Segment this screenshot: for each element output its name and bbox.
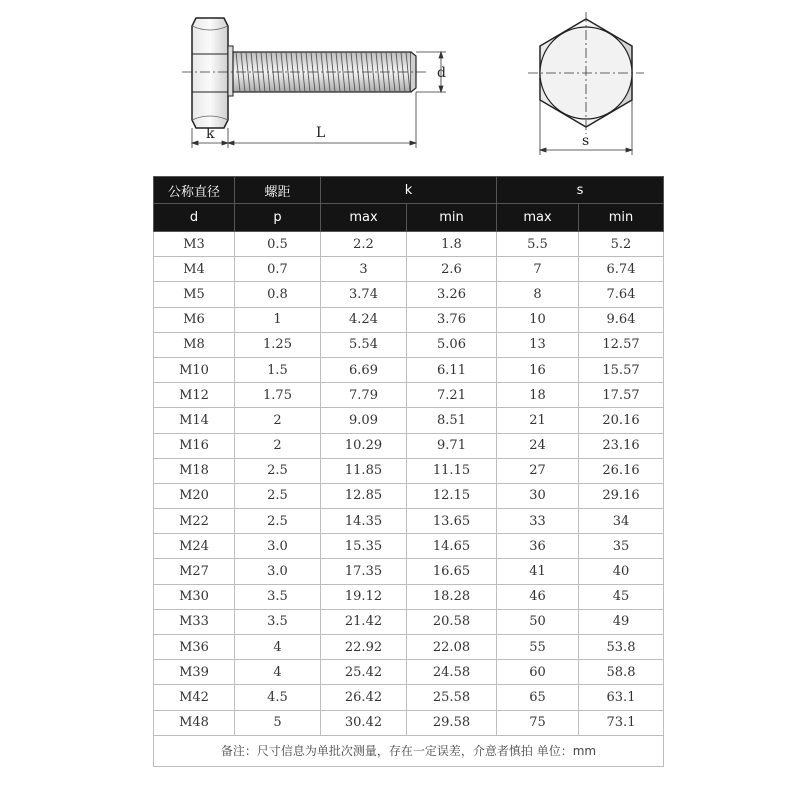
cell-k-max: 15.35 — [321, 534, 407, 559]
table-row — [154, 584, 664, 609]
cell-s-max: 33 — [497, 509, 579, 534]
cell-s-max: 36 — [497, 534, 579, 559]
table-row — [154, 660, 664, 685]
label-L: L — [316, 125, 326, 141]
cell-k-max: 6.69 — [321, 357, 407, 382]
cell-p: 3.5 — [235, 584, 321, 609]
table-body — [154, 232, 664, 736]
cell-s-min: 12.57 — [579, 332, 664, 357]
cell-k-max: 5.54 — [321, 332, 407, 357]
cell-p: 0.8 — [235, 282, 321, 307]
table-row — [154, 232, 664, 257]
cell-p: 2.5 — [235, 509, 321, 534]
cell-p: 1 — [235, 307, 321, 332]
cell-p: 1.75 — [235, 383, 321, 408]
cell-p: 4 — [235, 660, 321, 685]
header-k-min: min — [407, 204, 497, 232]
cell-k-min: 24.58 — [407, 660, 497, 685]
cell-s-min: 23.16 — [579, 433, 664, 458]
cell-d: M33 — [154, 609, 235, 634]
table-row — [154, 685, 664, 710]
cell-p: 2.5 — [235, 483, 321, 508]
bolt-dimension-diagram — [0, 0, 800, 165]
cell-s-min: 53.8 — [579, 635, 664, 660]
table-row — [154, 383, 664, 408]
header-k-max: max — [321, 204, 407, 232]
table-row — [154, 357, 664, 382]
cell-d: M12 — [154, 383, 235, 408]
table-row — [154, 408, 664, 433]
table-row — [154, 710, 664, 735]
table-note: 备注：尺寸信息为单批次测量，存在一定误差，介意者慎拍 单位：mm — [154, 735, 664, 766]
cell-d: M6 — [154, 307, 235, 332]
cell-k-max: 4.24 — [321, 307, 407, 332]
cell-s-max: 55 — [497, 635, 579, 660]
cell-d: M48 — [154, 710, 235, 735]
cell-d: M4 — [154, 257, 235, 282]
cell-d: M14 — [154, 408, 235, 433]
header-pitch: 螺距 — [235, 177, 321, 204]
cell-s-max: 13 — [497, 332, 579, 357]
table-row — [154, 534, 664, 559]
cell-k-max: 7.79 — [321, 383, 407, 408]
cell-p: 1.5 — [235, 357, 321, 382]
cell-s-min: 34 — [579, 509, 664, 534]
cell-s-max: 41 — [497, 559, 579, 584]
cell-k-max: 21.42 — [321, 609, 407, 634]
cell-k-min: 11.15 — [407, 458, 497, 483]
table-row — [154, 559, 664, 584]
header-s-min: min — [579, 204, 664, 232]
cell-d: M27 — [154, 559, 235, 584]
cell-p: 4 — [235, 635, 321, 660]
cell-s-min: 58.8 — [579, 660, 664, 685]
cell-k-min: 14.65 — [407, 534, 497, 559]
cell-k-max: 25.42 — [321, 660, 407, 685]
cell-p: 0.7 — [235, 257, 321, 282]
cell-d: M10 — [154, 357, 235, 382]
cell-p: 4.5 — [235, 685, 321, 710]
header-p: p — [235, 204, 321, 232]
cell-p: 2 — [235, 408, 321, 433]
cell-d: M22 — [154, 509, 235, 534]
cell-s-max: 8 — [497, 282, 579, 307]
cell-k-max: 2.2 — [321, 232, 407, 257]
cell-s-max: 10 — [497, 307, 579, 332]
cell-p: 2.5 — [235, 458, 321, 483]
cell-s-max: 65 — [497, 685, 579, 710]
cell-s-min: 29.16 — [579, 483, 664, 508]
cell-k-min: 9.71 — [407, 433, 497, 458]
header-s: s — [497, 177, 664, 204]
table-row — [154, 509, 664, 534]
cell-s-max: 50 — [497, 609, 579, 634]
cell-p: 3.0 — [235, 534, 321, 559]
cell-k-max: 19.12 — [321, 584, 407, 609]
cell-d: M16 — [154, 433, 235, 458]
table-row — [154, 332, 664, 357]
cell-s-min: 6.74 — [579, 257, 664, 282]
bolt-head-top-view — [528, 12, 644, 134]
cell-p: 5 — [235, 710, 321, 735]
cell-s-min: 49 — [579, 609, 664, 634]
cell-d: M30 — [154, 584, 235, 609]
table-row — [154, 433, 664, 458]
header-s-max: max — [497, 204, 579, 232]
cell-k-min: 6.11 — [407, 357, 497, 382]
cell-d: M42 — [154, 685, 235, 710]
cell-p: 3.5 — [235, 609, 321, 634]
cell-k-max: 22.92 — [321, 635, 407, 660]
cell-s-min: 5.2 — [579, 232, 664, 257]
cell-p: 2 — [235, 433, 321, 458]
cell-d: M5 — [154, 282, 235, 307]
cell-s-min: 26.16 — [579, 458, 664, 483]
cell-s-max: 46 — [497, 584, 579, 609]
cell-d: M39 — [154, 660, 235, 685]
table-row — [154, 483, 664, 508]
cell-k-min: 16.65 — [407, 559, 497, 584]
cell-s-min: 15.57 — [579, 357, 664, 382]
cell-s-max: 16 — [497, 357, 579, 382]
cell-p: 3.0 — [235, 559, 321, 584]
cell-k-min: 25.58 — [407, 685, 497, 710]
cell-k-min: 2.6 — [407, 257, 497, 282]
cell-s-max: 7 — [497, 257, 579, 282]
cell-s-min: 73.1 — [579, 710, 664, 735]
cell-k-min: 12.15 — [407, 483, 497, 508]
cell-k-max: 26.42 — [321, 685, 407, 710]
cell-k-max: 14.35 — [321, 509, 407, 534]
cell-s-min: 7.64 — [579, 282, 664, 307]
cell-s-min: 35 — [579, 534, 664, 559]
cell-k-min: 3.26 — [407, 282, 497, 307]
header-d: d — [154, 204, 235, 232]
cell-k-min: 18.28 — [407, 584, 497, 609]
header-k: k — [321, 177, 497, 204]
cell-s-max: 27 — [497, 458, 579, 483]
cell-k-min: 8.51 — [407, 408, 497, 433]
cell-s-max: 5.5 — [497, 232, 579, 257]
cell-k-min: 7.21 — [407, 383, 497, 408]
table-row — [154, 307, 664, 332]
cell-k-min: 29.58 — [407, 710, 497, 735]
table-row — [154, 257, 664, 282]
cell-d: M8 — [154, 332, 235, 357]
bolt-side-view — [182, 18, 426, 128]
cell-s-min: 45 — [579, 584, 664, 609]
cell-k-min: 20.58 — [407, 609, 497, 634]
header-row-1 — [154, 177, 664, 204]
cell-k-min: 13.65 — [407, 509, 497, 534]
label-s: s — [582, 133, 590, 149]
cell-k-max: 12.85 — [321, 483, 407, 508]
cell-s-max: 24 — [497, 433, 579, 458]
cell-d: M36 — [154, 635, 235, 660]
label-k: k — [206, 126, 215, 142]
table-row — [154, 609, 664, 634]
cell-k-max: 3 — [321, 257, 407, 282]
bolt-spec-table — [153, 176, 664, 767]
cell-k-max: 9.09 — [321, 408, 407, 433]
cell-k-max: 3.74 — [321, 282, 407, 307]
cell-k-max: 17.35 — [321, 559, 407, 584]
table-row — [154, 635, 664, 660]
note-row — [154, 735, 664, 766]
cell-s-max: 60 — [497, 660, 579, 685]
cell-s-max: 18 — [497, 383, 579, 408]
cell-s-max: 75 — [497, 710, 579, 735]
cell-k-min: 5.06 — [407, 332, 497, 357]
cell-k-min: 3.76 — [407, 307, 497, 332]
cell-s-min: 63.1 — [579, 685, 664, 710]
cell-d: M3 — [154, 232, 235, 257]
cell-d: M18 — [154, 458, 235, 483]
table-row — [154, 282, 664, 307]
cell-s-min: 20.16 — [579, 408, 664, 433]
cell-s-min: 9.64 — [579, 307, 664, 332]
cell-d: M20 — [154, 483, 235, 508]
header-row-2 — [154, 204, 664, 232]
cell-p: 1.25 — [235, 332, 321, 357]
cell-k-max: 11.85 — [321, 458, 407, 483]
cell-d: M24 — [154, 534, 235, 559]
cell-k-min: 1.8 — [407, 232, 497, 257]
cell-s-min: 40 — [579, 559, 664, 584]
label-d: d — [437, 65, 446, 81]
cell-p: 0.5 — [235, 232, 321, 257]
cell-s-max: 21 — [497, 408, 579, 433]
cell-s-max: 30 — [497, 483, 579, 508]
cell-k-min: 22.08 — [407, 635, 497, 660]
cell-k-max: 30.42 — [321, 710, 407, 735]
table-row — [154, 458, 664, 483]
cell-k-max: 10.29 — [321, 433, 407, 458]
cell-s-min: 17.57 — [579, 383, 664, 408]
header-nominal-diameter: 公称直径 — [154, 177, 235, 204]
